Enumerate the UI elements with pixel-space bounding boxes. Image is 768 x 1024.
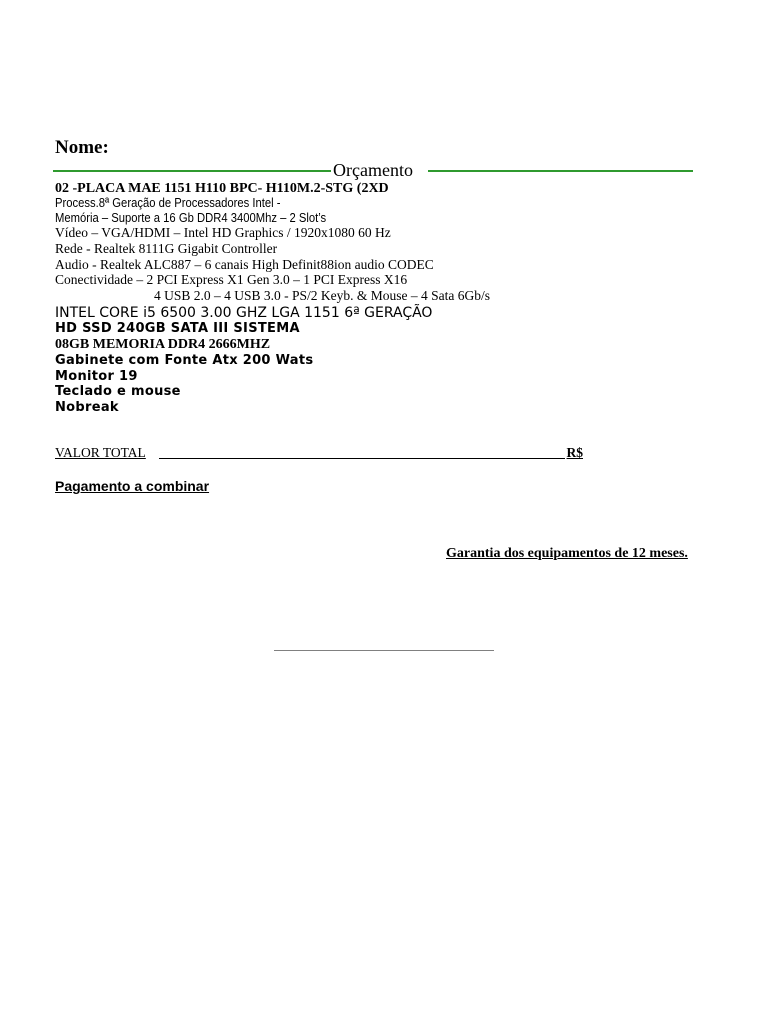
processor-spec: Process.8ª Geração de Processadores Intel - (55, 196, 281, 210)
ram-item: 08GB MEMORIA DDR4 2666MHZ (55, 337, 271, 352)
connectivity-spec-continued: 4 USB 2.0 – 4 USB 3.0 - PS/2 Keyb. & Mouse – 4 Sata 6Gb/s (154, 288, 491, 303)
video-spec: Vídeo – VGA/HDMI – Intel HD Graphics / 1920x1080 60 Hz (55, 225, 391, 240)
memory-spec: Memória – Suporte a 16 Gb DDR4 3400Mhz – 2 Slot’s (55, 211, 327, 225)
total-row (55, 444, 585, 462)
nobreak-item: Nobreak (55, 400, 119, 415)
document-title: Orçamento (333, 160, 413, 180)
network-spec: Rede - Realtek 8111G Gigabit Controller (55, 241, 278, 256)
ssd-item: HD SSD 240GB SATA III SISTEMA (55, 321, 300, 336)
warranty-note: Garantia dos equipamentos de 12 meses. (446, 546, 688, 561)
title-rule-left (53, 170, 331, 172)
connectivity-spec: Conectividade – 2 PCI Express X1 Gen 3.0 – 1 PCI Express X16 (55, 272, 408, 287)
total-fill-line (159, 458, 565, 459)
name-label: Nome: (55, 137, 109, 158)
monitor-item: Monitor 19 (55, 369, 138, 384)
signature-line (274, 650, 494, 651)
payment-terms: Pagamento a combinar (55, 478, 210, 494)
case-item: Gabinete com Fonte Atx 200 Wats (55, 353, 314, 368)
total-label: VALOR TOTAL (55, 445, 146, 460)
total-currency: R$ (566, 445, 583, 460)
keyboard-mouse-item: Teclado e mouse (55, 384, 181, 399)
cpu-item: INTEL CORE i5 6500 3.00 GHZ LGA 1151 6ª GERAÇÃO (55, 305, 433, 321)
motherboard-title: 02 -PLACA MAE 1151 H110 BPC- H110M.2-STG (2XD (55, 181, 389, 196)
audio-spec: Audio - Realtek ALC887 – 6 canais High Definit88ion audio CODEC (55, 257, 434, 272)
title-rule-right (428, 170, 693, 172)
